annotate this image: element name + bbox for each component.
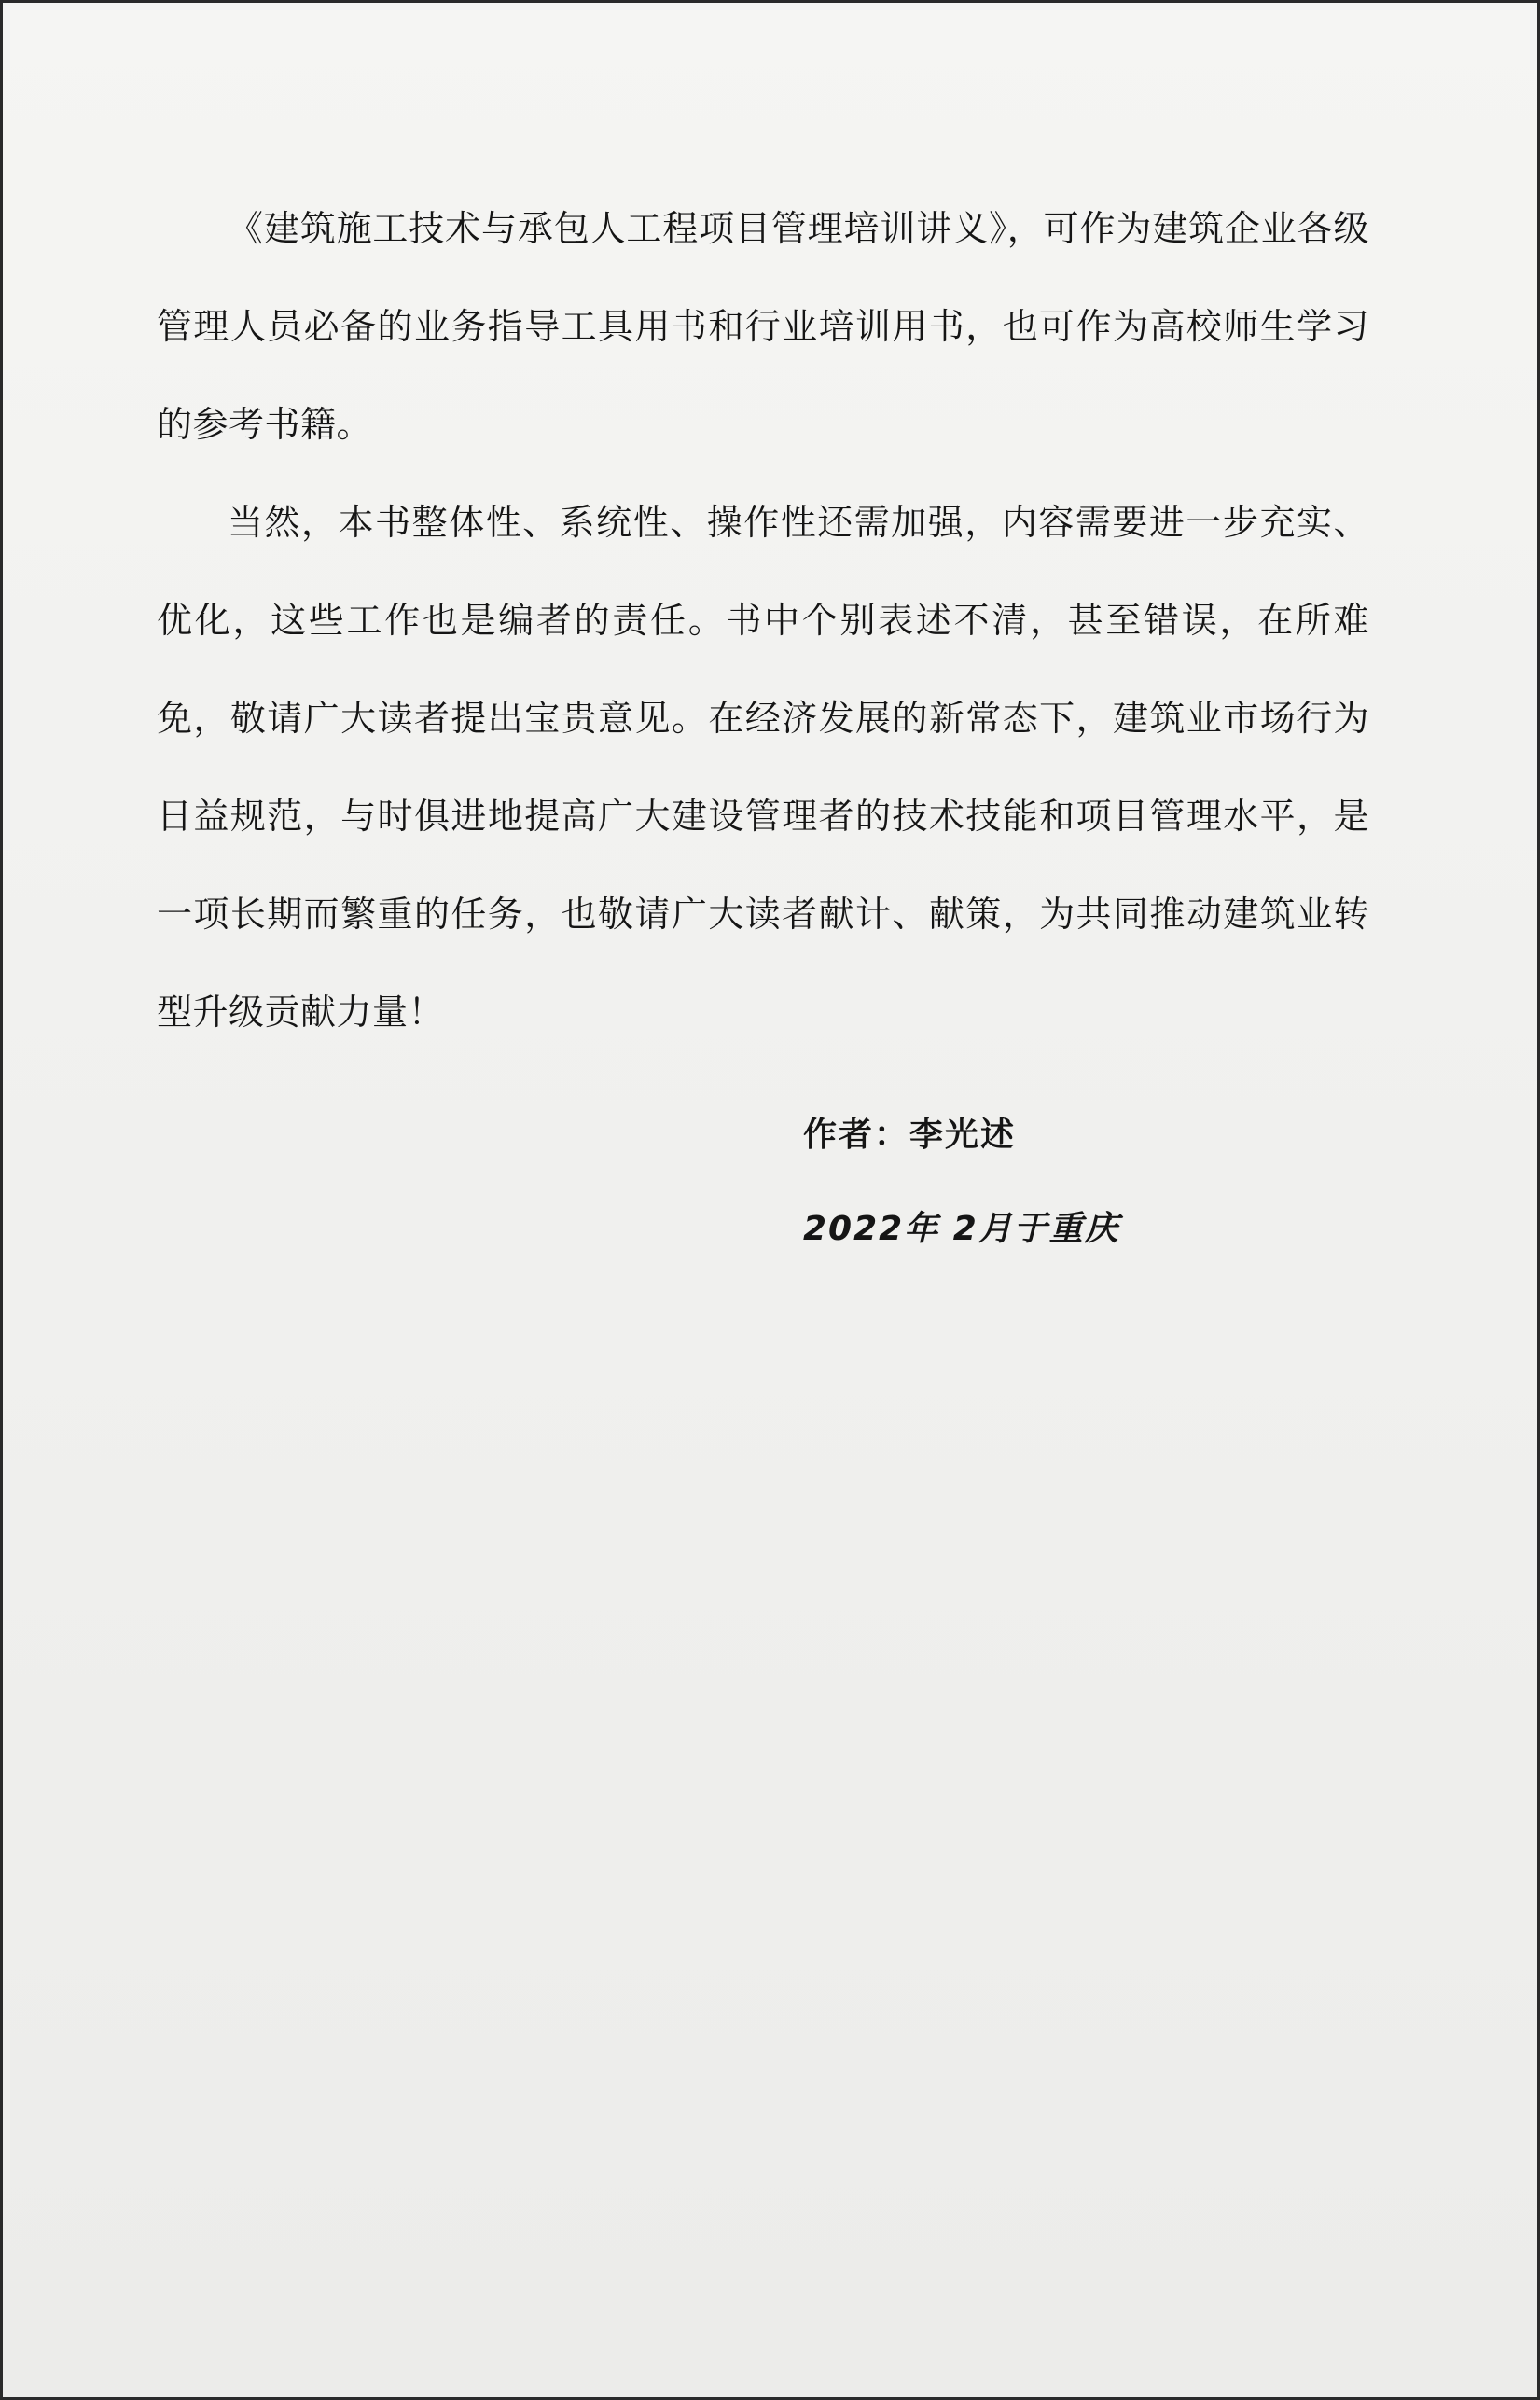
paragraph-purpose: 《建筑施工技术与承包人工程项目管理培训讲义》，可作为建筑企业各级管理人员必备的业务指导工具用书和行业培训用书，也可作为高校师生学习的参考书籍。 bbox=[157, 208, 1369, 445]
signature-date: 2022年 2月于重庆 bbox=[803, 1210, 1120, 1248]
body-text bbox=[157, 180, 1369, 1061]
author-signature: 作者：李光述 bbox=[803, 1116, 1017, 1154]
paragraph-closing: 当然，本书整体性、系统性、操作性还需加强，内容需要进一步充实、优化，这些工作也是编者的责任。书中个别表述不清，甚至错误，在所难免，敬请广大读者提出宝贵意见。在经济发展的新常态下，建筑业市场行为日益规范，与时俱进地提高广大建设管理者的技术技能和项目管理水平，是一项长期而繁重的任务，也敬请广大读者献计、献策，为共同推动建筑业转型升级贡献力量！ bbox=[157, 502, 1369, 1033]
